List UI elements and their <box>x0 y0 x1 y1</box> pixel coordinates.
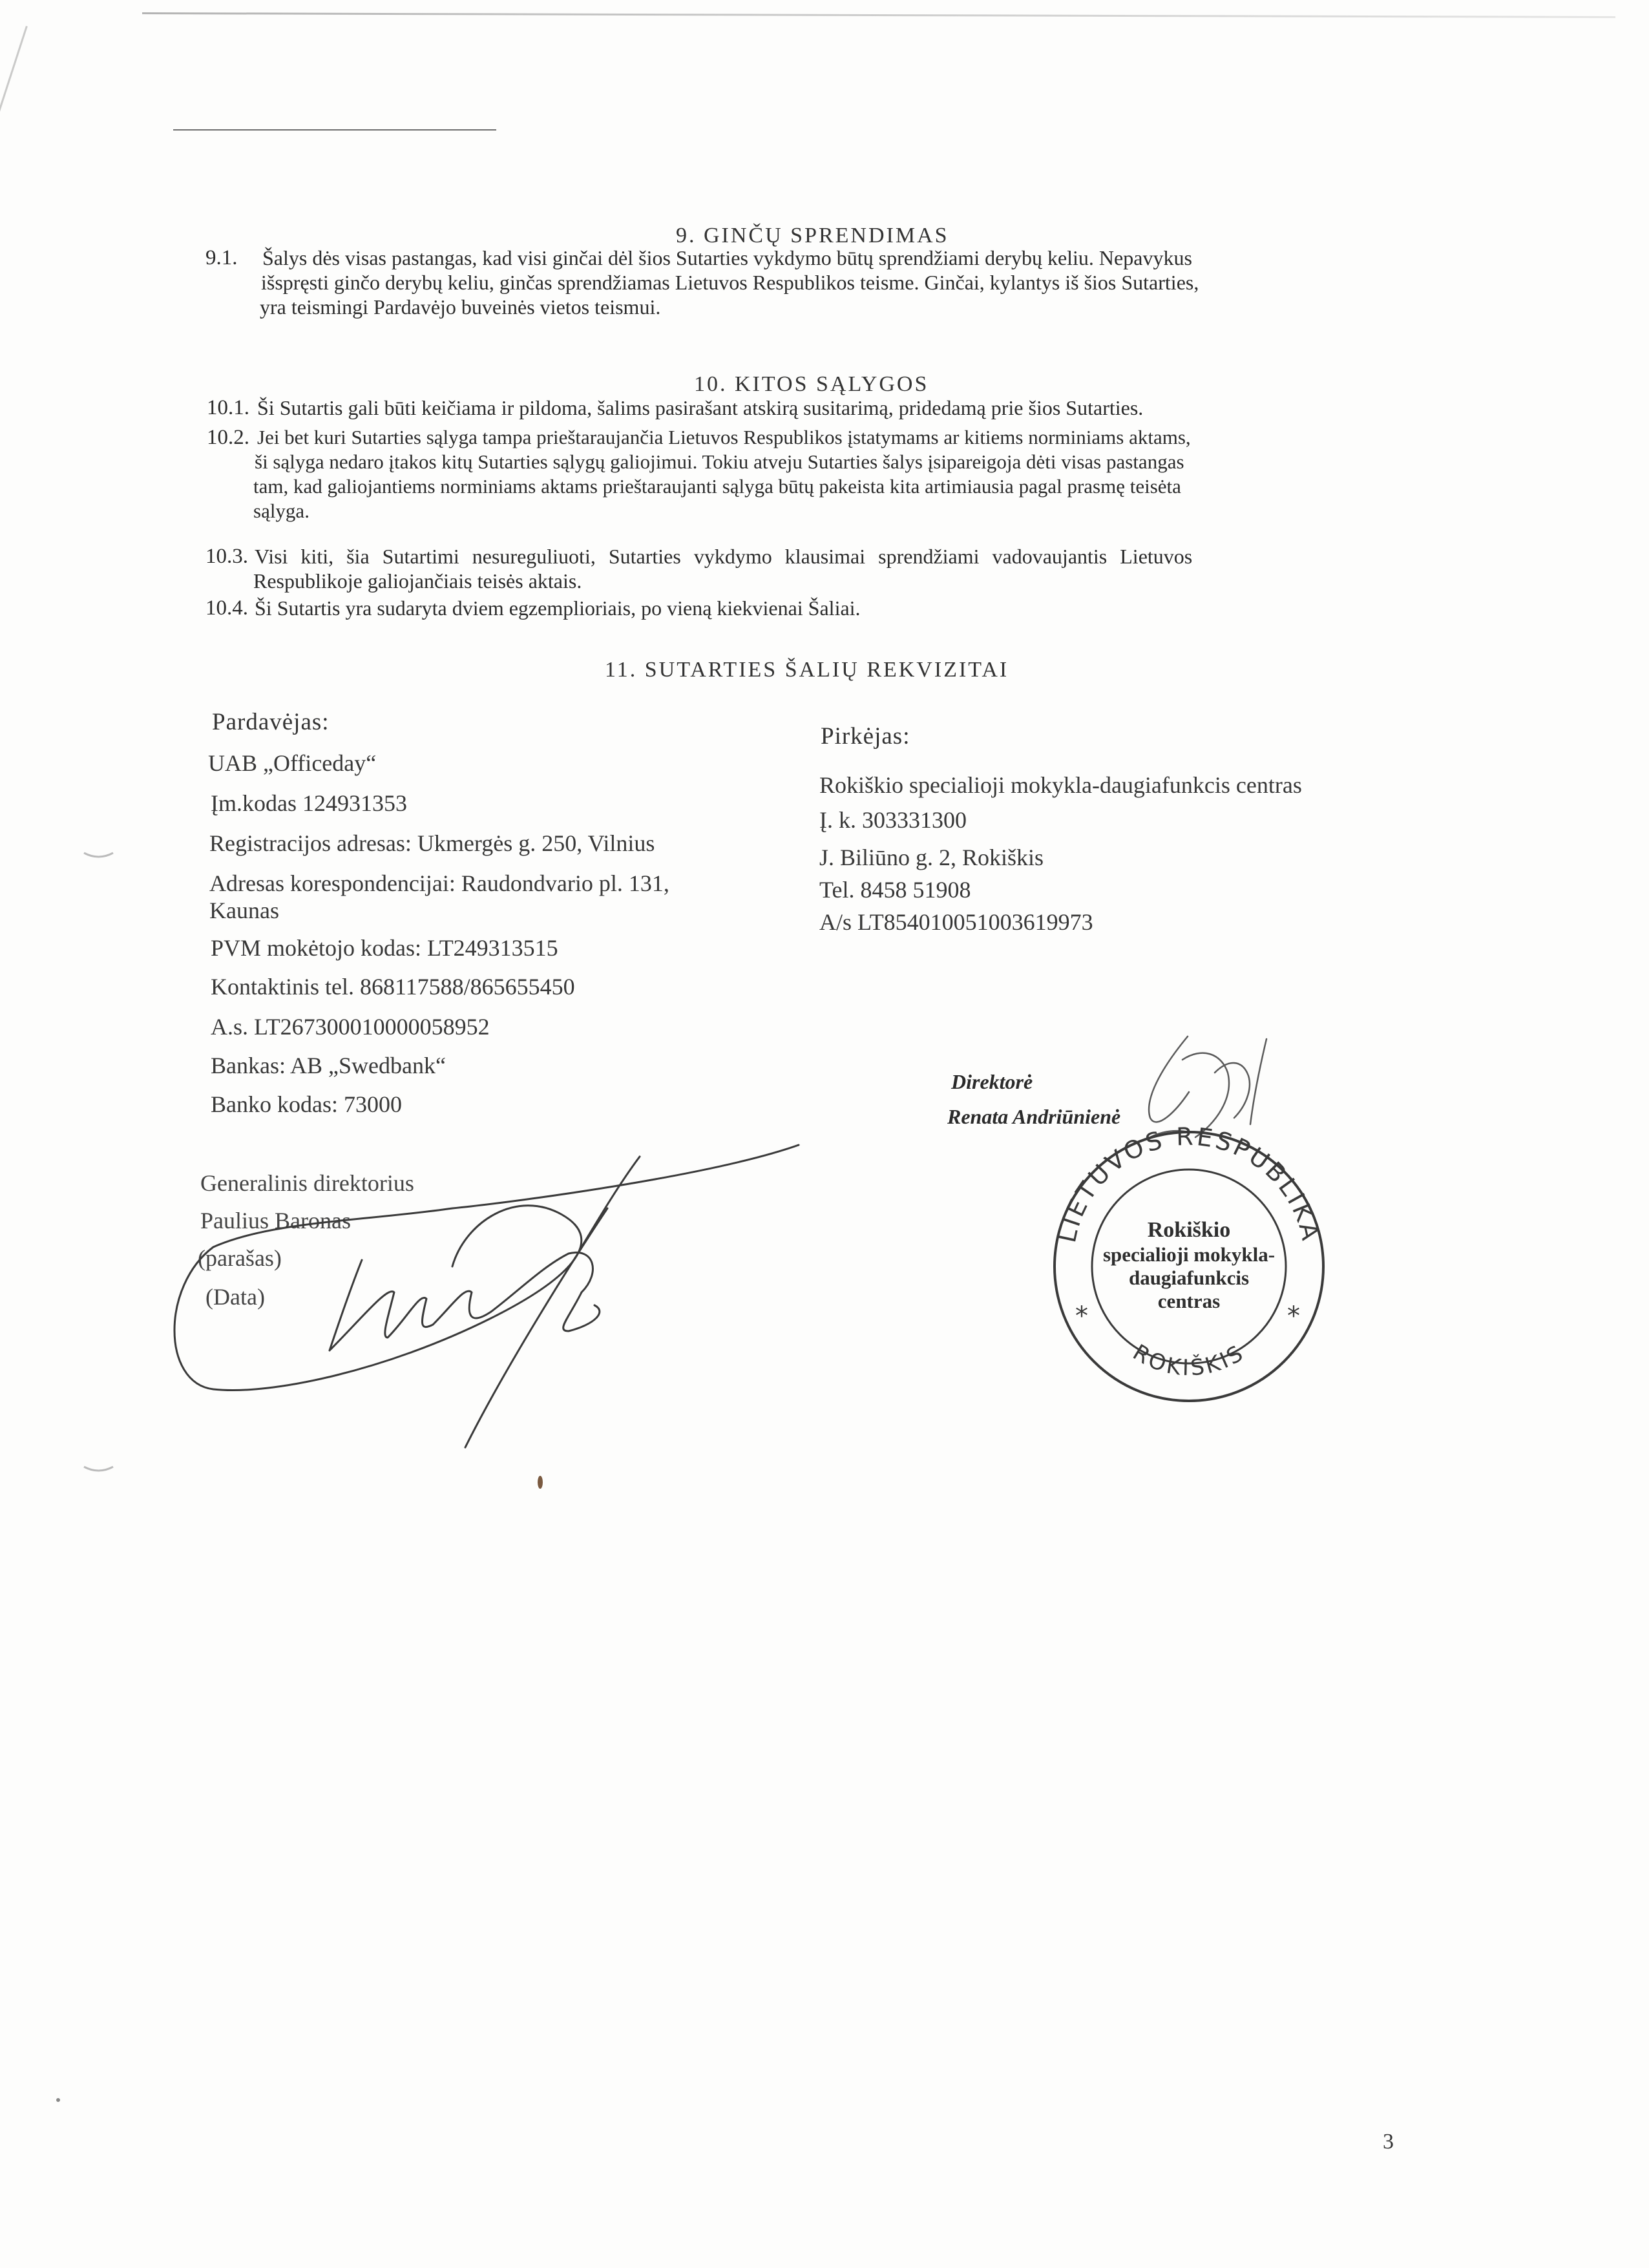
clause-10-3-line-2: Respublikoje galiojančiais teisės aktais. <box>253 569 582 593</box>
seller-vat-code: PVM mokėtojo kodas: LT249313515 <box>211 935 558 961</box>
stamp-outer-bottom-text <box>1128 1339 1250 1381</box>
punch-mark <box>84 1467 113 1471</box>
seller-correspondence-address-line-1: Adresas korespondencijai: Raudondvario pl. 131, <box>209 870 669 896</box>
punch-hole-marks <box>84 853 113 1471</box>
page-number: 3 <box>1383 2130 1394 2154</box>
clause-9-1-number: 9.1. <box>205 246 238 269</box>
seller-signature <box>174 1145 799 1447</box>
buyer-signatory-name: Renata Andriūnienė <box>947 1105 1121 1128</box>
stamp-star-right: * <box>1287 1301 1300 1331</box>
section-10-title: 10. KITOS SĄLYGOS <box>694 372 929 396</box>
clause-10-4-line-1: Ši Sutartis yra sudaryta dviem egzemplioriais, po vieną kiekvienai Šaliai. <box>255 596 861 620</box>
section-9-title: 9. GINČŲ SPRENDIMAS <box>676 224 949 247</box>
clause-10-2-line-2: ši sąlyga nedaro įtakos kitų Sutarties sąlygų galiojimui. Tokiu atveju Sutarties šalys įsipareigoja dėti visas pastangas <box>255 450 1184 473</box>
seller-name: UAB „Officeday“ <box>208 750 377 776</box>
seller-bank: Bankas: AB „Swedbank“ <box>211 1053 446 1078</box>
seller-correspondence-address-line-2: Kaunas <box>209 898 279 923</box>
seller-registration-address: Registracijos adresas: Ukmergės g. 250, Vilnius <box>209 830 655 856</box>
buyer-phone: Tel. 8458 51908 <box>819 877 971 903</box>
seller-signatory-name: Paulius Baronas <box>200 1208 351 1234</box>
clause-10-1-line-1: Ši Sutartis gali būti keičiama ir pildoma, šalims pasirašant atskirą susitarimą, pridedamą prie šios Sutarties. <box>257 396 1144 419</box>
stamp-outer-bottom-path: ROKIŠKIS <box>1128 1339 1250 1381</box>
stamp-star-left: * <box>1075 1301 1088 1331</box>
seller-bank-code: Banko kodas: 73000 <box>211 1091 402 1117</box>
seller-signatory-title: Generalinis direktorius <box>200 1170 414 1196</box>
clause-10-4-number: 10.4. <box>205 596 248 620</box>
stamp-center-line-4: centras <box>1157 1290 1221 1312</box>
seller-account: A.s. LT267300010000058952 <box>211 1014 490 1040</box>
buyer-name: Rokiškio specialioji mokykla-daugiafunkcis centras <box>819 772 1302 798</box>
clause-10-2-line-3: tam, kad galiojantiems norminiams aktams prieštaraujanti sąlyga būtų pakeista kita artimiausia pagal prasmę teisėta <box>253 475 1181 498</box>
section-11-title: 11. SUTARTIES ŠALIŲ REKVIZITAI <box>605 658 1009 682</box>
punch-mark <box>84 853 113 857</box>
scan-specks <box>56 1476 543 2102</box>
official-stamp <box>1053 1122 1325 1401</box>
buyer-label: Pirkėjas: <box>821 723 910 750</box>
clause-9-1-line-2: išspręsti ginčo derybų keliu, ginčas sprendžiamas Lietuvos Respublikos teisme. Ginčai, kylantys iš šios Sutarties, <box>261 271 1199 294</box>
buyer-address: J. Biliūno g. 2, Rokiškis <box>819 845 1044 870</box>
stamp-center-line-1: Rokiškio <box>1147 1218 1231 1242</box>
buyer-company-code: Į. k. 303331300 <box>819 807 967 833</box>
clause-9-1-line-3: yra teismingi Pardavėjo buveinės vietos teismui. <box>260 295 661 319</box>
speck <box>56 2098 60 2102</box>
stamp-outer-top-path: LIETUVOS RESPUBLIKA <box>1053 1122 1325 1245</box>
buyer-signature <box>1149 1036 1266 1137</box>
seller-signature-label: (parašas) <box>198 1245 282 1271</box>
clause-10-2-line-4: sąlyga. <box>253 499 310 522</box>
buyer-signatory-title: Direktorė <box>951 1070 1033 1093</box>
clause-10-3-line-1: Visi kiti, šia Sutartimi nesureguliuoti, Sutarties vykdymo klausimai sprendžiami vadovaujantis Lietuvos <box>255 545 1193 568</box>
buyer-account: A/s LT854010051003619973 <box>819 909 1093 935</box>
speck <box>538 1476 543 1489</box>
clause-10-3-number: 10.3. <box>205 545 248 568</box>
seller-date-label: (Data) <box>205 1284 265 1310</box>
stamp-center-line-3: daugiafunkcis <box>1128 1266 1250 1289</box>
seller-label: Pardavėjas: <box>212 709 330 735</box>
seller-contact-phone: Kontaktinis tel. 868117588/865655450 <box>211 974 575 1000</box>
clause-10-2-number: 10.2. <box>207 426 249 449</box>
seller-company-code: Įm.kodas 124931353 <box>211 790 407 816</box>
stamp-center-line-2: specialioji mokykla- <box>1102 1243 1276 1266</box>
clause-10-2-line-1: Jei bet kuri Sutarties sąlyga tampa prieštaraujančia Lietuvos Respublikos įstatymams ar kitiems norminiams aktams, <box>257 426 1191 448</box>
clause-10-1-number: 10.1. <box>207 396 249 419</box>
clause-9-1-line-1: Šalys dės visas pastangas, kad visi ginčai dėl šios Sutarties vykdymo būtų sprendžiami derybų keliu. Nepavykus <box>262 246 1192 269</box>
